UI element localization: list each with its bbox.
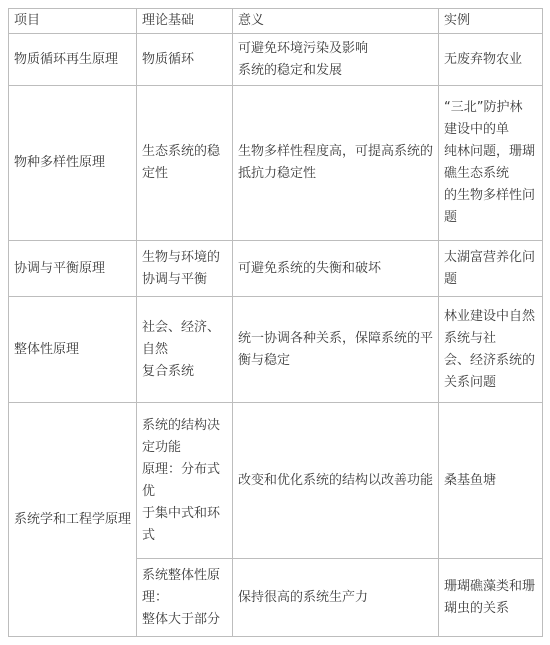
table-row: [9, 34, 543, 86]
cell-meaning: [233, 34, 439, 86]
cell-text: 桑基鱼塘: [444, 472, 497, 488]
header-item: 项目: [9, 9, 137, 34]
cell-example: [439, 86, 543, 241]
cell-text: 社会、经济、: [142, 319, 221, 335]
cell-text: 原理：分布式: [142, 461, 221, 477]
cell-item: [9, 34, 137, 86]
cell-text: 协调与平衡: [142, 271, 208, 287]
cell-text: 可避免系统的失衡和破坏: [238, 260, 382, 276]
cell-text: 纯林问题，珊瑚: [444, 144, 536, 159]
cell-text: 自然: [142, 341, 169, 357]
header-example: 实例: [439, 9, 543, 34]
cell-basis: [137, 559, 233, 637]
cell-basis: [137, 297, 233, 403]
cell-example: [439, 34, 543, 86]
cell-text: 无废弃物农业: [444, 51, 523, 67]
cell-text: 物质循环: [142, 51, 195, 67]
cell-item: [9, 297, 137, 403]
table-row: [9, 297, 543, 403]
cell-text: 改变和优化系统的结构以改善功能: [238, 472, 433, 488]
cell-meaning: [233, 559, 439, 637]
table-row: [9, 241, 543, 297]
cell-text: 抵抗力稳定性: [238, 166, 317, 181]
ecology-principles-table: [8, 8, 543, 637]
cell-text: 林业建设中自然: [444, 308, 536, 324]
header-row: [9, 9, 543, 34]
cell-text: 关系问题: [444, 374, 497, 390]
cell-text: “三北”防护林: [444, 100, 523, 115]
cell-example: [439, 241, 543, 297]
cell-text: 衡与稳定: [238, 352, 291, 368]
cell-text: 定功能: [142, 439, 182, 455]
cell-text: 物种多样性原理: [14, 155, 106, 170]
cell-text: 系统的结构决: [142, 417, 221, 433]
cell-basis: [137, 241, 233, 297]
cell-text: 系统学和工程学原理: [14, 511, 131, 527]
cell-item: [9, 241, 137, 297]
cell-text: 保持很高的系统生产力: [238, 589, 369, 605]
cell-text: 题: [444, 210, 458, 225]
cell-text: 理：: [142, 589, 169, 605]
cell-text: 复合系统: [142, 363, 195, 379]
cell-item: [9, 86, 137, 241]
cell-meaning: [233, 241, 439, 297]
cell-text: 建设中的单: [444, 122, 510, 137]
cell-item: [9, 403, 137, 637]
cell-text: 系统的稳定和发展: [238, 62, 343, 78]
cell-text: 定性: [142, 166, 169, 181]
cell-text: 会、经济系统的: [444, 352, 536, 368]
cell-text: 优: [142, 483, 156, 499]
cell-text: 物质循环再生原理: [14, 51, 119, 67]
cell-basis: [137, 86, 233, 241]
cell-text: 统一协调各种关系，保障系统的平: [238, 330, 433, 346]
cell-text: 整体性原理: [14, 341, 80, 357]
cell-text: 的生物多样性问: [444, 188, 536, 203]
cell-meaning: [233, 297, 439, 403]
cell-text: 礁生态系统: [444, 166, 510, 181]
cell-text: 协调与平衡原理: [14, 260, 106, 276]
cell-text: 生物与环境的: [142, 249, 221, 265]
cell-meaning: [233, 403, 439, 559]
cell-meaning: [233, 86, 439, 241]
cell-text: 题: [444, 271, 458, 287]
table-wrapper: [8, 8, 543, 637]
table-row: [9, 403, 543, 559]
cell-text: 生态系统的稳: [142, 144, 221, 159]
cell-basis: [137, 403, 233, 559]
cell-text: 太湖富营养化问: [444, 249, 536, 265]
cell-text: 式: [142, 527, 156, 543]
header-meaning: 意义: [233, 9, 439, 34]
cell-text: 可避免环境污染及影响: [238, 40, 369, 56]
cell-text: 于集中式和环: [142, 505, 221, 521]
cell-text: 珊瑚礁藻类和珊: [444, 578, 536, 594]
table-row: [9, 86, 543, 241]
cell-text: 系统与社: [444, 330, 497, 346]
cell-example: [439, 297, 543, 403]
cell-text: 生物多样性程度高，可提高系统的: [238, 144, 433, 159]
header-basis: 理论基础: [137, 9, 233, 34]
cell-text: 整体大于部分: [142, 611, 221, 627]
cell-example: [439, 559, 543, 637]
cell-text: 系统整体性原: [142, 567, 221, 583]
cell-basis: [137, 34, 233, 86]
cell-example: [439, 403, 543, 559]
cell-text: 瑚虫的关系: [444, 600, 510, 616]
